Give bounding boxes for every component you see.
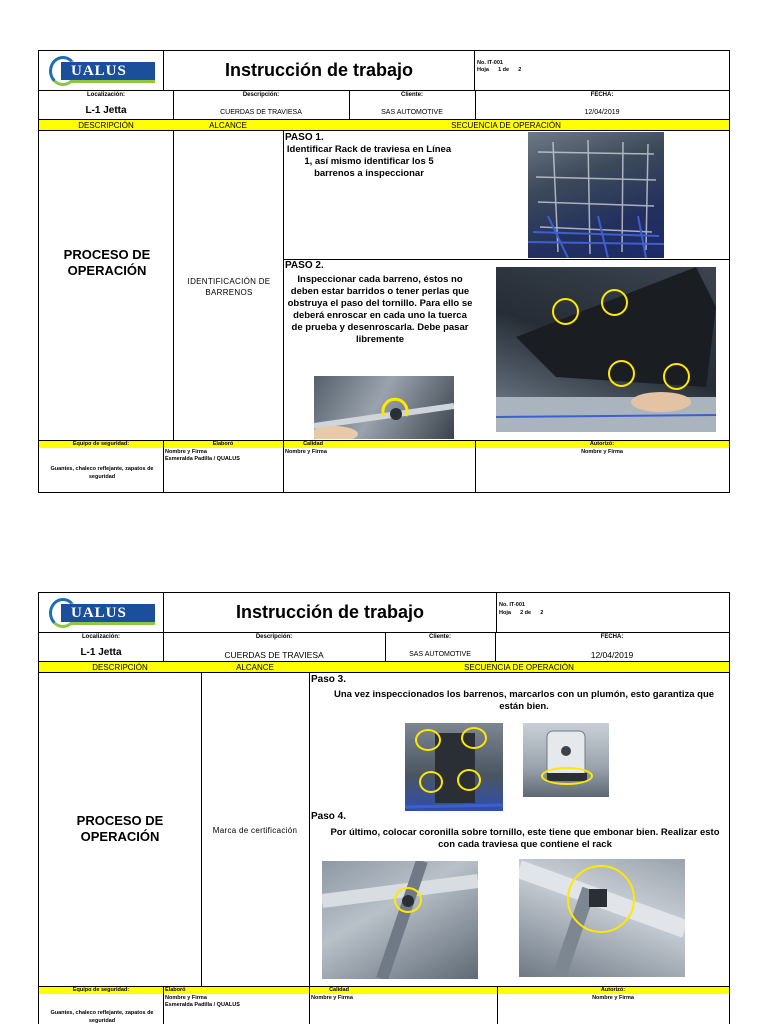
- made-by-value: Esmeralda Padilla / QUALUS: [165, 1002, 240, 1008]
- step-1-title: PASO 1.: [285, 132, 324, 143]
- page-title: Instrucción de trabajo: [224, 60, 414, 80]
- quality-label: Calidad: [303, 441, 323, 447]
- scope-text: IDENTIFICACIÓN DE BARRENOS: [187, 277, 271, 297]
- qualus-logo: [47, 598, 155, 628]
- step-4-title: Paso 4.: [311, 811, 347, 822]
- authorized-label: Autorizó:: [589, 441, 615, 447]
- section-header-row: [39, 661, 729, 673]
- nut-test-photo: [314, 376, 454, 439]
- logo-area: [39, 51, 163, 90]
- hole-marker-2: [601, 289, 628, 316]
- authorized-name-label: Nombre y Firma: [581, 449, 623, 455]
- nut-test-drawing: [314, 376, 454, 439]
- location-label: Localización:: [81, 634, 120, 640]
- qualus-logo: [47, 56, 155, 86]
- description-value: CUERDAS DE TRAVIESA: [220, 109, 302, 116]
- made-by-name-label: Nombre y Firma: [165, 449, 207, 455]
- mark-circle-1: [415, 729, 441, 751]
- logo-text: UALUS: [61, 604, 155, 622]
- rack-photo-drawing: [528, 132, 664, 258]
- crown-marker-2: [567, 865, 635, 933]
- hole-marker-1: [552, 298, 579, 325]
- crown-nut-photo-1: [322, 861, 478, 979]
- client-value: SAS AUTOMOTIVE: [409, 651, 471, 658]
- col-description: DESCRIPCIÓN: [78, 121, 134, 130]
- process-label: PROCESO DE OPERACIÓN: [76, 813, 164, 844]
- header-row: [39, 51, 729, 91]
- description-label: Descripción:: [242, 92, 280, 98]
- client-value: SAS AUTOMOTIVE: [381, 109, 443, 116]
- quality-label: Calidad: [329, 987, 349, 993]
- crown-marker-1: [394, 887, 422, 913]
- safety-value: Guantes, chaleco reflejante, zapatos de seguridad: [50, 466, 154, 480]
- mark-circle-3: [419, 771, 443, 793]
- date-label: FECHA:: [590, 92, 614, 98]
- step-3-text: Una vez inspeccionados los barrenos, marcarlos con un plumón, esto garantiza que están bien.: [333, 689, 715, 712]
- logo-area: [39, 593, 163, 632]
- location-value: L-1 Jetta: [80, 647, 122, 658]
- marked-holes-photo: [405, 723, 503, 811]
- description-value: CUERDAS DE TRAVIESA: [224, 650, 324, 660]
- made-by-label: Elaboró: [165, 987, 186, 993]
- description-label: Descripción:: [255, 634, 293, 640]
- location-label: Localización:: [86, 92, 125, 98]
- sheet-number: Hoja 2 de 2: [499, 610, 544, 616]
- date-label: FECHA:: [600, 634, 624, 640]
- doc-number: No. IT-001: [499, 602, 525, 608]
- made-by-name-label: Nombre y Firma: [165, 995, 207, 1001]
- location-value: L-1 Jetta: [85, 105, 127, 116]
- logo-underline: [71, 80, 155, 83]
- logo-text: UALUS: [61, 62, 155, 80]
- work-instruction-page-2: [38, 592, 730, 1024]
- crown-nut-drawing-1: [322, 861, 478, 979]
- info-label-row: [39, 91, 729, 116]
- page-title: Instrucción de trabajo: [235, 602, 425, 622]
- marked-nut-drawing: [523, 723, 609, 797]
- step-2-text: Inspeccionar cada barreno, éstos no deben estar barridos o tener perlas que obstruya el paso del tornillo. Para ello se deberá enroscar en cada uno la tuerca de prueba y desenroscarla. Debe pasar libremente: [287, 274, 473, 345]
- col-sequence: SECUENCIA DE OPERACIÓN: [464, 663, 574, 672]
- work-instruction-page-1: [38, 50, 730, 493]
- step-3-title: Paso 3.: [311, 674, 347, 685]
- safety-label: Equipo de seguridad:: [72, 441, 130, 447]
- col-scope: ALCANCE: [209, 121, 247, 130]
- mark-ellipse: [541, 767, 593, 785]
- safety-label: Equipo de seguridad:: [72, 987, 130, 993]
- date-value: 12/04/2019: [584, 109, 620, 116]
- quality-name-label: Nombre y Firma: [285, 449, 327, 455]
- step-4-text: Por último, colocar coronilla sobre tornillo, este tiene que embonar bien. Realizar esto con cada traviesa que contiene el rack: [330, 827, 720, 850]
- made-by-value: Esmeralda Padilla / QUALUS: [165, 456, 240, 462]
- client-label: Cliente:: [400, 92, 423, 98]
- section-header-row: [39, 119, 729, 131]
- hole-marker-3: [608, 360, 635, 387]
- mark-circle-2: [461, 727, 487, 749]
- step-1-text: Identificar Rack de traviesa en Línea 1, así mismo identificar los 5 barrenos a inspeccionar: [286, 144, 452, 179]
- col-scope: ALCANCE: [236, 663, 274, 672]
- scope-text: Marca de certificación: [212, 826, 298, 835]
- client-label: Cliente:: [428, 634, 451, 640]
- info-label-row: [39, 633, 729, 660]
- authorized-name-label: Nombre y Firma: [592, 995, 634, 1001]
- authorized-label: Autorizó:: [600, 987, 626, 993]
- logo-underline: [71, 622, 155, 625]
- doc-number: No. IT-001: [477, 60, 503, 66]
- made-by-label: Elaboró: [212, 441, 234, 447]
- date-value: 12/04/2019: [590, 650, 634, 660]
- hole-marker-4: [663, 363, 690, 390]
- marked-nut-photo: [523, 723, 609, 797]
- sheet-number: Hoja 1 de 2: [477, 67, 522, 73]
- mark-circle-4: [457, 769, 481, 791]
- col-sequence: SECUENCIA DE OPERACIÓN: [451, 121, 561, 130]
- crown-nut-photo-2: [519, 859, 685, 977]
- barrenos-photo: [496, 267, 716, 432]
- process-label: PROCESO DE OPERACIÓN: [63, 247, 151, 278]
- header-row: [39, 593, 729, 633]
- col-description: DESCRIPCIÓN: [92, 663, 148, 672]
- safety-value: Guantes, chaleco reflejante, zapatos de seguridad: [50, 1010, 154, 1024]
- quality-name-label: Nombre y Firma: [311, 995, 353, 1001]
- step-2-title: PASO 2.: [285, 260, 324, 271]
- rack-photo: [528, 132, 664, 258]
